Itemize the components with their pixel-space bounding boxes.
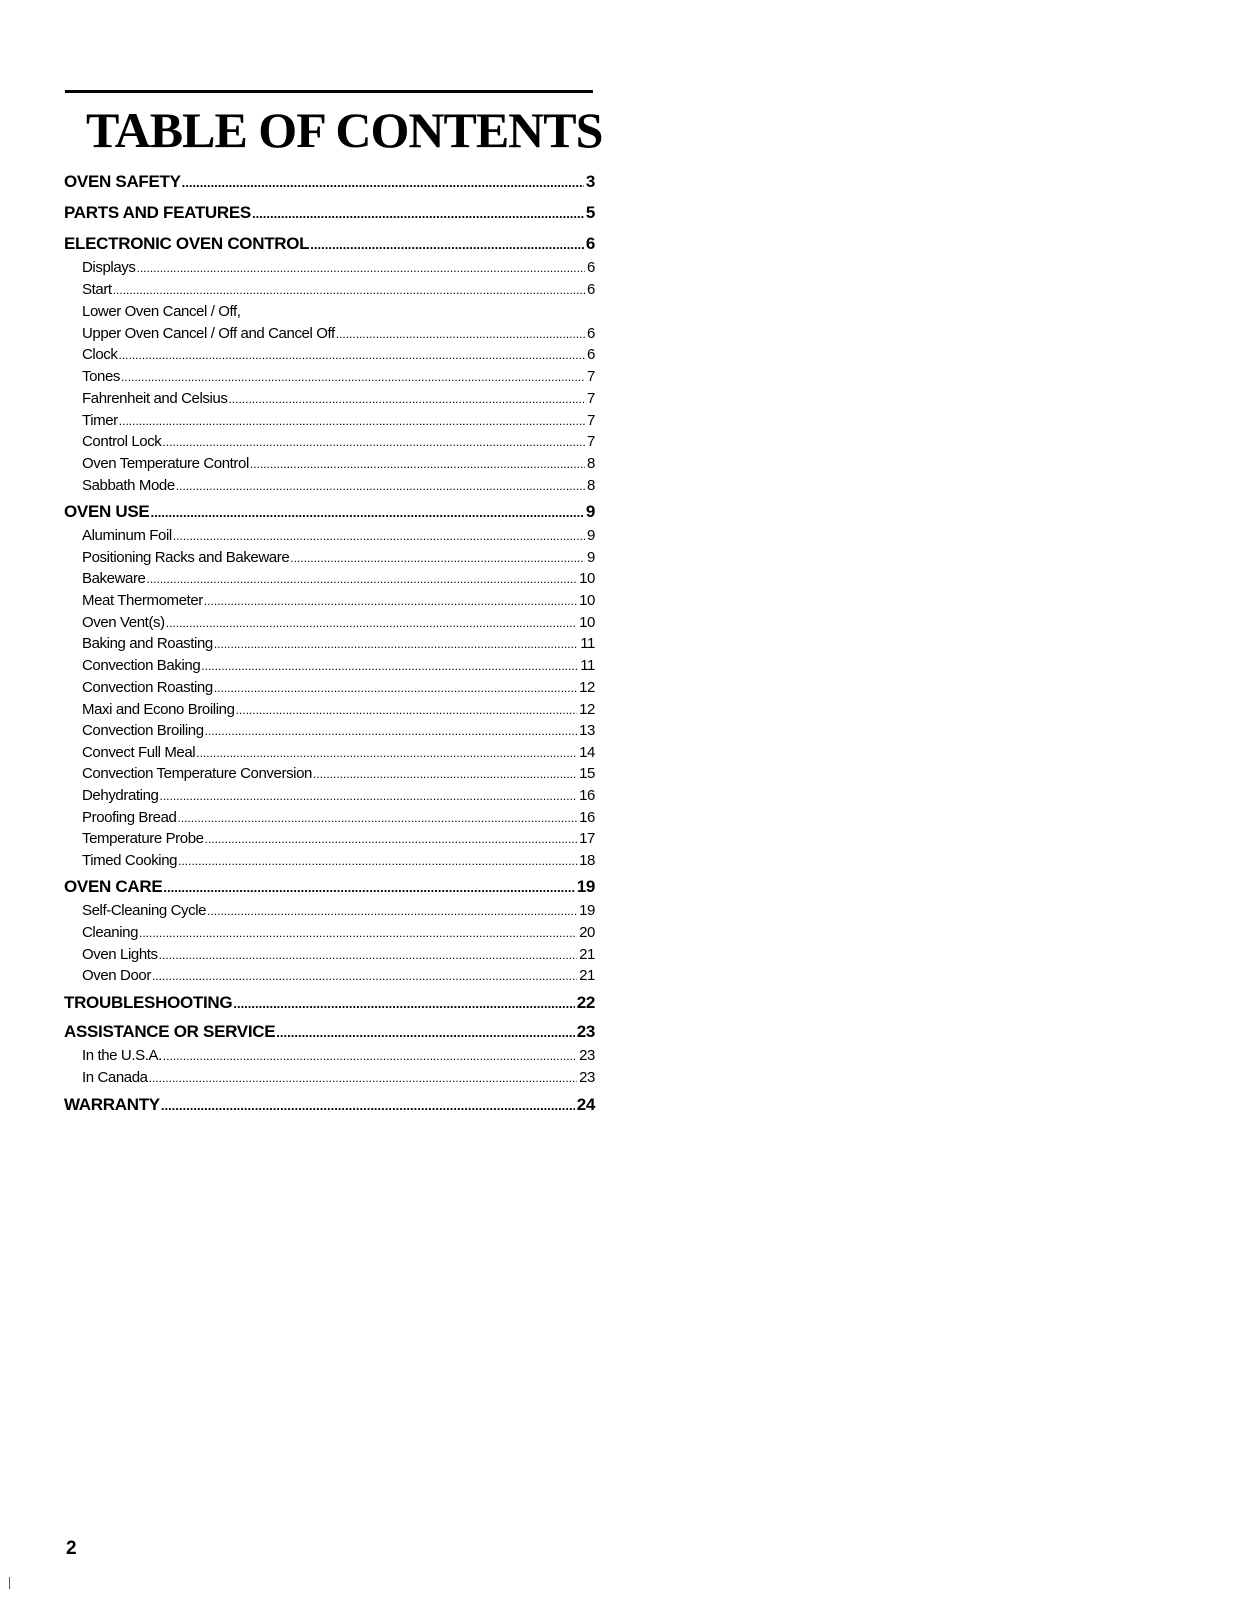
toc-subsection (82, 368, 595, 385)
toc-section (64, 502, 595, 522)
toc-entry-label: Fahrenheit and Celsius (82, 390, 228, 407)
toc-entry-page: 11 (580, 657, 595, 674)
toc-entry-page: 7 (587, 390, 595, 407)
dot-leader (205, 832, 578, 846)
toc-entry-page: 23 (576, 1022, 595, 1041)
toc-subsection (82, 946, 595, 963)
toc-entry-page: 23 (579, 1047, 595, 1064)
dot-leader (336, 327, 585, 341)
margin-mark (9, 1577, 10, 1589)
toc-entry-label: Dehydrating (82, 787, 159, 804)
dot-leader (163, 1049, 577, 1063)
toc-entry-label: Convection Roasting (82, 679, 213, 696)
toc-subsection (82, 830, 595, 847)
dot-leader (176, 479, 585, 493)
toc-entry-page: 9 (587, 527, 595, 544)
toc-entry-page: 15 (579, 765, 595, 782)
toc-entry-page: 6 (587, 325, 595, 342)
toc-subsection (82, 412, 595, 429)
toc-entry-label: Upper Oven Cancel / Off and Cancel Off (82, 325, 335, 342)
toc-section (64, 1022, 595, 1042)
toc-subsection (82, 477, 595, 494)
toc-entry-page: 20 (579, 924, 595, 941)
toc-entry-page: 9 (587, 549, 595, 566)
toc-subsection (82, 346, 595, 363)
toc-entry-label: Displays (82, 259, 136, 276)
toc-entry-label: PARTS AND FEATURES (64, 203, 251, 222)
toc-entry-page: 6 (585, 234, 595, 253)
toc-subsection (82, 924, 595, 941)
toc-entry-label: Control Lock (82, 433, 162, 450)
dot-leader (205, 724, 577, 738)
toc-entry-page: 24 (576, 1095, 595, 1114)
toc-entry-page: 9 (585, 502, 595, 521)
toc-entry-label: Oven Door (82, 967, 151, 984)
toc-section (64, 1095, 595, 1115)
toc-subsection (82, 281, 595, 298)
toc-entry-label: TROUBLESHOOTING (64, 993, 233, 1012)
dot-leader (204, 594, 577, 608)
dot-leader (252, 206, 584, 221)
toc-subsection (82, 1069, 595, 1086)
page-title: TABLE OF CONTENTS (86, 102, 603, 158)
dot-leader (310, 237, 584, 252)
dot-leader (177, 811, 577, 825)
toc-entry-page: 13 (579, 722, 595, 739)
toc-entry-label: OVEN USE (64, 502, 150, 521)
toc-subsection (82, 787, 595, 804)
toc-subsection (82, 679, 595, 696)
dot-leader (121, 370, 585, 384)
dot-leader (113, 283, 585, 297)
dot-leader (214, 637, 578, 651)
toc-subsection (82, 701, 595, 718)
toc-entry-label: Timed Cooking (82, 852, 178, 869)
dot-leader (182, 175, 584, 190)
toc-subsection (82, 325, 595, 342)
toc-entry-label: Meat Thermometer (82, 592, 203, 609)
toc-subsection (82, 657, 595, 674)
toc-entry-page: 6 (587, 281, 595, 298)
toc-entry-label: Lower Oven Cancel / Off, (82, 303, 241, 320)
toc-section (64, 234, 595, 254)
toc-entry-page: 19 (576, 877, 595, 896)
toc-entry-page: 7 (587, 368, 595, 385)
toc-subsection (82, 852, 595, 869)
toc-entry-label: Tones (82, 368, 121, 385)
toc-entry-label: Oven Temperature Control (82, 455, 249, 472)
toc-entry-page: 3 (585, 172, 595, 191)
dot-leader (161, 1098, 575, 1113)
dot-leader (119, 348, 586, 362)
toc-entry-page: 14 (579, 744, 595, 761)
dot-leader (166, 616, 577, 630)
toc-entry-label: Oven Vent(s) (82, 614, 165, 631)
dot-leader (119, 414, 585, 428)
dot-leader (228, 392, 585, 406)
toc-entry-label: Maxi and Econo Broiling (82, 701, 235, 718)
toc-entry-label: Bakeware (82, 570, 146, 587)
dot-leader (236, 703, 578, 717)
toc-subsection (82, 390, 595, 407)
toc-entry-page: 6 (587, 346, 595, 363)
toc-entry-page: 8 (587, 477, 595, 494)
dot-leader (207, 904, 577, 918)
dot-leader (313, 767, 577, 781)
toc-subsection (82, 303, 241, 320)
toc-entry-page: 23 (579, 1069, 595, 1086)
toc-entry-label: Sabbath Mode (82, 477, 175, 494)
dot-leader (152, 969, 577, 983)
toc-entry-label: Oven Lights (82, 946, 158, 963)
toc-entry-label: Timer (82, 412, 118, 429)
toc-subsection (82, 722, 595, 739)
toc-entry-page: 10 (579, 570, 595, 587)
toc-entry-page: 18 (579, 852, 595, 869)
toc-subsection (82, 765, 595, 782)
dot-leader (290, 551, 585, 565)
toc-section (64, 993, 595, 1013)
toc-subsection (82, 592, 595, 609)
toc-entry-page: 19 (579, 902, 595, 919)
toc-section (64, 172, 595, 192)
toc-entry-page: 7 (587, 433, 595, 450)
toc-entry-label: WARRANTY (64, 1095, 160, 1114)
toc-entry-page: 12 (579, 701, 595, 718)
dot-leader (214, 681, 577, 695)
dot-leader (150, 505, 583, 520)
dot-leader (196, 746, 577, 760)
toc-section (64, 203, 595, 223)
dot-leader (201, 659, 578, 673)
toc-subsection (82, 527, 595, 544)
dot-leader (250, 457, 585, 471)
toc-entry-page: 10 (579, 592, 595, 609)
toc-entry-page: 21 (579, 967, 595, 984)
toc-entry-label: ELECTRONIC OVEN CONTROL (64, 234, 310, 253)
toc-subsection (82, 570, 595, 587)
toc-subsection (82, 902, 595, 919)
toc-subsection (82, 549, 595, 566)
toc-entry-page: 16 (579, 809, 595, 826)
toc-entry-label: ASSISTANCE OR SERVICE (64, 1022, 276, 1041)
dot-leader (178, 854, 577, 868)
toc-entry-label: In the U.S.A. (82, 1047, 162, 1064)
toc-entry-label: Clock (82, 346, 118, 363)
toc-entry-label: Cleaning (82, 924, 139, 941)
toc-entry-label: Temperature Probe (82, 830, 204, 847)
toc-subsection (82, 967, 595, 984)
toc-subsection (82, 635, 595, 652)
toc-entry-label: Convection Broiling (82, 722, 204, 739)
toc-entry-label: Aluminum Foil (82, 527, 172, 544)
dot-leader (159, 948, 577, 962)
toc-subsection (82, 433, 595, 450)
dot-leader (276, 1025, 574, 1040)
toc-entry-page: 17 (579, 830, 595, 847)
dot-leader (139, 926, 577, 940)
dot-leader (159, 789, 577, 803)
toc-section (64, 877, 595, 897)
dot-leader (149, 1071, 577, 1085)
toc-entry-label: Positioning Racks and Bakeware (82, 549, 290, 566)
toc-entry-page: 7 (587, 412, 595, 429)
toc-entry-page: 22 (576, 993, 595, 1012)
toc-subsection (82, 614, 595, 631)
toc-entry-label: OVEN CARE (64, 877, 163, 896)
toc-entry-page: 21 (579, 946, 595, 963)
toc-entry-page: 8 (587, 455, 595, 472)
toc-entry-page: 11 (580, 635, 595, 652)
toc-entry-page: 12 (579, 679, 595, 696)
toc-subsection (82, 259, 595, 276)
dot-leader (147, 572, 578, 586)
toc-entry-label: Convect Full Meal (82, 744, 196, 761)
toc-entry-label: OVEN SAFETY (64, 172, 181, 191)
dot-leader (233, 996, 574, 1011)
toc-entry-label: In Canada (82, 1069, 148, 1086)
toc-entry-page: 6 (587, 259, 595, 276)
toc-entry-page: 5 (585, 203, 595, 222)
toc-entry-label: Convection Temperature Conversion (82, 765, 312, 782)
toc-subsection (82, 809, 595, 826)
toc-entry-label: Convection Baking (82, 657, 201, 674)
toc-subsection (82, 744, 595, 761)
toc-entry-page: 16 (579, 787, 595, 804)
dot-leader (162, 435, 585, 449)
toc-subsection (82, 455, 595, 472)
toc-entry-label: Baking and Roasting (82, 635, 213, 652)
dot-leader (136, 261, 585, 275)
dot-leader (163, 880, 574, 895)
page-number: 2 (66, 1538, 77, 1559)
toc-entry-label: Start (82, 281, 112, 298)
dot-leader (173, 529, 585, 543)
toc-subsection (82, 1047, 595, 1064)
toc-entry-label: Proofing Bread (82, 809, 177, 826)
toc-entry-page: 10 (579, 614, 595, 631)
toc-entry-label: Self-Cleaning Cycle (82, 902, 207, 919)
